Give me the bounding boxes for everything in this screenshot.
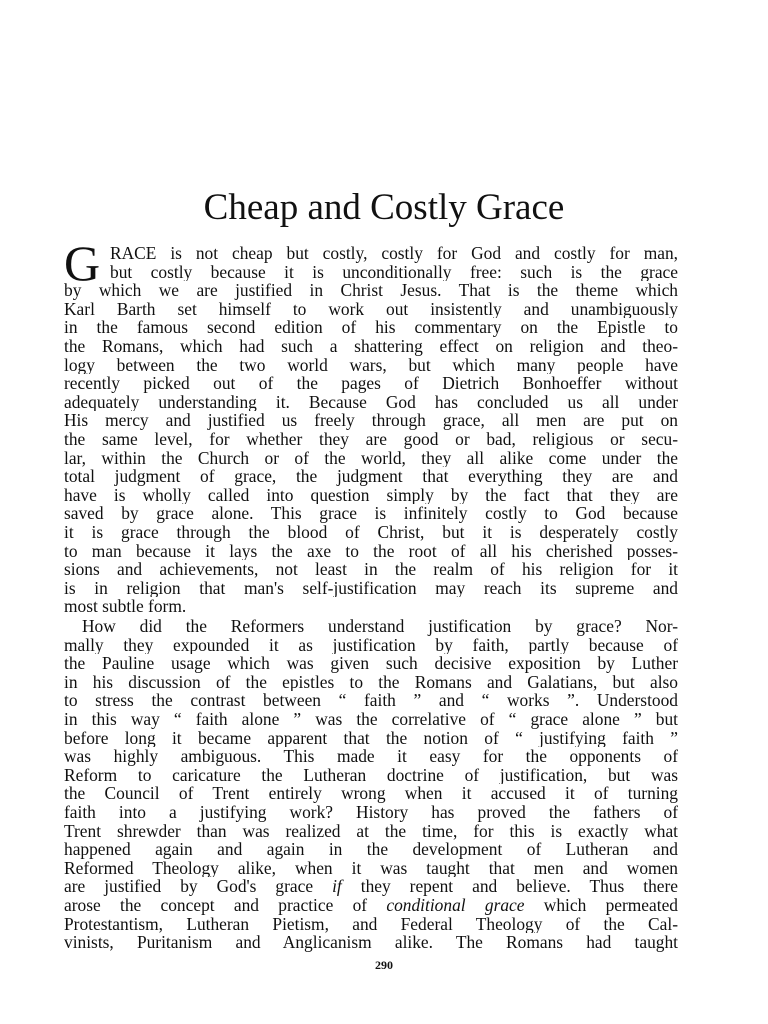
text-line: is in religion that man's self-justification may reach its supreme and [64,578,678,598]
paragraph-2 [64,617,678,952]
text-line: to stress the contrast between “ faith ” and “ works ”. Understood [64,691,678,710]
text-line: the Pauline usage which was given such decisive exposition by Luther [64,654,678,673]
text-line: in his discussion of the epistles to the Romans and Galatians, but also [64,672,678,692]
text-line: have is wholly called into question simply by the fact that they are [64,485,678,505]
text-line: most subtle form. [64,597,187,616]
text-line: lar, within the Church or of the world, they all alike come under the [64,448,678,468]
text-line: recently picked out of the pages of Dietrich Bonhoeffer without [64,374,678,393]
italic-text: conditional grace [386,895,525,915]
text-line: happened again and again in the development of Lutheran and [64,840,678,859]
page-title: Cheap and Costly Grace [203,187,565,228]
text-segment: which permeated [524,895,678,915]
page-number: 290 [375,958,393,972]
text-line: sions and achievements, not least in the realm of his religion for it [64,560,678,579]
text-line: saved by grace alone. This grace is infinitely costly to God because [64,504,678,523]
text-line: was highly ambiguous. This made it easy for the opponents of [64,747,678,766]
text-line [64,877,678,896]
text-line: the same level, for whether they are good or bad, religious or secu- [64,429,678,449]
text-line: vinists, Puritanism and Anglicanism alike. The Romans had taught [64,933,678,952]
text-line: logy between the two world wars, but which many people have [64,355,678,375]
text-segment: arose the concept and practice of [64,895,387,915]
text-line: in this way “ faith alone ” was the correlative of “ grace alone ” but [64,709,678,729]
text-line: the Council of Trent entirely wrong when it accused it of turning [64,784,678,803]
text-line: but costly because it is unconditionally free: such is the grace [110,262,678,282]
text-line: it is grace through the blood of Christ, but it is desperately costly [64,522,678,542]
text-segment: are justified by God's grace [64,877,333,896]
text-line: faith into a justifying work? History has proved the fathers of [64,802,678,822]
text-line: Karl Barth set himself to work out insistently and unambiguously [64,299,678,319]
text-line: total judgment of grace, the judgment that everything they are and [64,467,678,486]
text-line: before long it became apparent that the notion of “ justifying faith ” [64,728,678,748]
text-line: Reform to caricature the Lutheran doctrine of justification, but was [64,765,678,785]
text-line: Protestantism, Lutheran Pietism, and Federal Theology of the Cal- [64,914,678,934]
text-line: How did the Reformers understand justification by grace? Nor- [82,617,678,636]
text-segment: they repent and believe. Thus there [341,877,678,896]
italic-text: if [332,877,342,896]
text-line: in the famous second edition of his commentary on the Epistle to [64,318,678,337]
text-line: adequately understanding it. Because God has concluded us all under [64,392,678,412]
text-line: to man because it lays the axe to the root of all his cherished posses- [64,541,678,561]
text-line: Reformed Theology alike, when it was taught that men and women [64,858,678,878]
text-line: the Romans, which had such a shattering effect on religion and theo- [64,336,678,356]
text-line: by which we are justified in Christ Jesus. That is the theme which [64,281,678,300]
text-line: Trent shrewder than was realized at the time, for this is exactly what [64,821,678,841]
paragraph-1 [64,244,678,616]
text-line: His mercy and justified us freely through grace, all men are put on [64,411,678,430]
text-line [64,896,678,915]
text-line: RACE is not cheap but costly, costly for God and costly for man, [110,244,678,263]
text-line: mally they expounded it as justification by faith, partly because of [64,635,678,655]
drop-cap: G [64,235,101,291]
